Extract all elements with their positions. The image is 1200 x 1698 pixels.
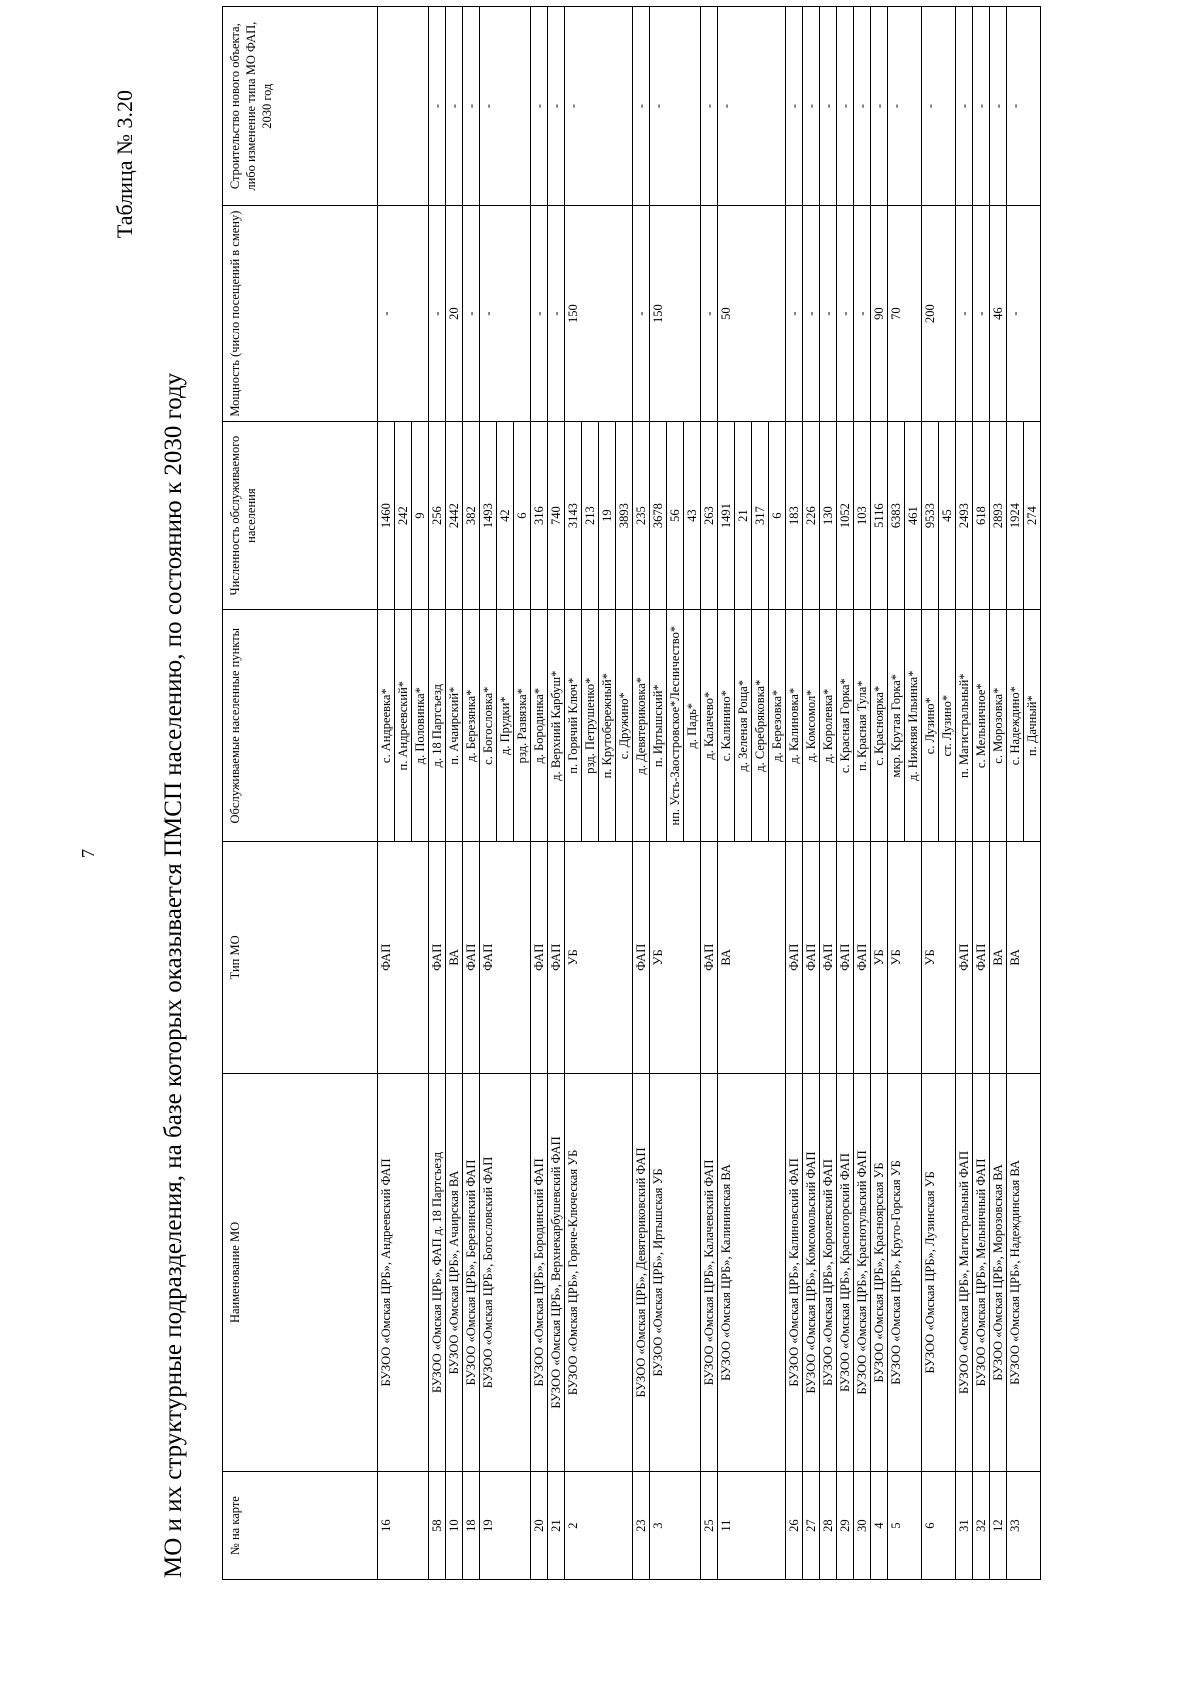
cell-new-construction: - bbox=[548, 7, 565, 206]
cell-settlement: с. Морозовка* bbox=[990, 610, 1007, 842]
cell-settlement: рзд. Петрушенко* bbox=[582, 610, 599, 842]
header-name: Наименование МО bbox=[223, 1073, 378, 1472]
cell-new-construction: - bbox=[446, 7, 463, 206]
cell-settlement: д. Комсомол* bbox=[803, 610, 820, 842]
cell-settlement: п. Магистральный* bbox=[956, 610, 973, 842]
cell-capacity: - bbox=[803, 206, 820, 421]
cell-facility-name: БУЗОО «Омская ЦРБ», Морозовская ВА bbox=[990, 1073, 1007, 1472]
cell-map-number: 12 bbox=[990, 1472, 1007, 1580]
cell-population: 1493 bbox=[480, 421, 497, 610]
table-row bbox=[820, 7, 837, 1580]
cell-map-number: 6 bbox=[922, 1472, 956, 1580]
table-row bbox=[463, 7, 480, 1580]
table-row bbox=[480, 7, 497, 1580]
cell-new-construction: - bbox=[854, 7, 871, 206]
cell-facility-type: УБ bbox=[871, 842, 888, 1074]
cell-settlement: д. Прудки* bbox=[497, 610, 514, 842]
table-row bbox=[650, 7, 667, 1580]
cell-population: 9533 bbox=[922, 421, 939, 610]
header-points: Обслуживаемые населенные пункты bbox=[223, 610, 378, 842]
cell-population: 42 bbox=[497, 421, 514, 610]
cell-map-number: 18 bbox=[463, 1472, 480, 1580]
cell-settlement: д. Падь* bbox=[684, 610, 701, 842]
cell-population: 2893 bbox=[990, 421, 1007, 610]
cell-capacity: - bbox=[956, 206, 973, 421]
cell-map-number: 2 bbox=[565, 1472, 633, 1580]
cell-map-number: 25 bbox=[701, 1472, 718, 1580]
cell-population: 3678 bbox=[650, 421, 667, 610]
table-header-row bbox=[223, 7, 378, 1580]
cell-facility-type: ФАП bbox=[548, 842, 565, 1074]
cell-settlement: д. Калачево* bbox=[701, 610, 718, 842]
cell-new-construction: - bbox=[1007, 7, 1041, 206]
cell-new-construction: - bbox=[820, 7, 837, 206]
cell-map-number: 58 bbox=[429, 1472, 446, 1580]
cell-new-construction: - bbox=[956, 7, 973, 206]
cell-facility-type: УБ bbox=[922, 842, 956, 1074]
cell-facility-type: ФАП bbox=[701, 842, 718, 1074]
cell-facility-name: БУЗОО «Омская ЦРБ», Лузинская УБ bbox=[922, 1073, 956, 1472]
cell-facility-name: БУЗОО «Омская ЦРБ», Краснoярская УБ bbox=[871, 1073, 888, 1472]
cell-facility-type: ФАП bbox=[956, 842, 973, 1074]
cell-population: 316 bbox=[531, 421, 548, 610]
cell-map-number: 4 bbox=[871, 1472, 888, 1580]
cell-facility-name: БУЗОО «Омская ЦРБ», Горяче-Ключеская УБ bbox=[565, 1073, 633, 1472]
cell-capacity: 46 bbox=[990, 206, 1007, 421]
table-row bbox=[888, 7, 905, 1580]
cell-population: 6383 bbox=[888, 421, 905, 610]
cell-population: 1924 bbox=[1007, 421, 1024, 610]
cell-settlement: с. Мельничное* bbox=[973, 610, 990, 842]
cell-population: 226 bbox=[803, 421, 820, 610]
cell-map-number: 32 bbox=[973, 1472, 990, 1580]
table-row bbox=[786, 7, 803, 1580]
cell-population: 618 bbox=[973, 421, 990, 610]
cell-facility-name: БУЗОО «Омская ЦРБ», Магистральный ФАП bbox=[956, 1073, 973, 1472]
cell-map-number: 23 bbox=[633, 1472, 650, 1580]
cell-facility-type: ФАП bbox=[378, 842, 429, 1074]
cell-population: 56 bbox=[667, 421, 684, 610]
cell-settlement: с. Дружино* bbox=[616, 610, 633, 842]
cell-facility-name: БУЗОО «Омская ЦРБ», Калиновский ФАП bbox=[786, 1073, 803, 1472]
table-row bbox=[701, 7, 718, 1580]
cell-facility-type: ФАП bbox=[633, 842, 650, 1074]
cell-capacity: 70 bbox=[888, 206, 922, 421]
cell-settlement: с. Андреевка* bbox=[378, 610, 395, 842]
cell-facility-type: ФАП bbox=[973, 842, 990, 1074]
cell-population: 45 bbox=[939, 421, 956, 610]
cell-map-number: 16 bbox=[378, 1472, 429, 1580]
cell-capacity: 50 bbox=[718, 206, 786, 421]
header-type: Тип МО bbox=[223, 842, 378, 1074]
cell-settlement: с. Калинино* bbox=[718, 610, 735, 842]
table-row bbox=[871, 7, 888, 1580]
cell-capacity: - bbox=[973, 206, 990, 421]
cell-settlement: нп. Усть-Заостровское*Лесничество* bbox=[667, 610, 684, 842]
header-new: Строительство нового объекта, либо изменение типа МО ФАП, 2030 год bbox=[223, 7, 378, 206]
cell-map-number: 3 bbox=[650, 1472, 701, 1580]
cell-capacity: - bbox=[633, 206, 650, 421]
cell-new-construction: - bbox=[990, 7, 1007, 206]
cell-facility-name: БУЗОО «Омская ЦРБ», Березинский ФАП bbox=[463, 1073, 480, 1472]
cell-capacity: - bbox=[548, 206, 565, 421]
table-row bbox=[1007, 7, 1024, 1580]
table-row bbox=[565, 7, 582, 1580]
cell-facility-type: ФАП bbox=[429, 842, 446, 1074]
cell-capacity: - bbox=[820, 206, 837, 421]
cell-map-number: 30 bbox=[854, 1472, 871, 1580]
cell-population: 263 bbox=[701, 421, 718, 610]
cell-facility-type: ФАП bbox=[480, 842, 531, 1074]
cell-settlement: д. Серебряковка* bbox=[752, 610, 769, 842]
cell-settlement: с. Богословка* bbox=[480, 610, 497, 842]
cell-facility-name: БУЗОО «Омская ЦРБ», Девятериковский ФАП bbox=[633, 1073, 650, 1472]
cell-settlement: рзд. Развязка* bbox=[514, 610, 531, 842]
cell-capacity: 90 bbox=[871, 206, 888, 421]
table-row bbox=[633, 7, 650, 1580]
header-capacity: Мощность (число посещений в смену) bbox=[223, 206, 378, 421]
header-population: Численность обслуживаемого населения bbox=[223, 421, 378, 610]
table-row bbox=[718, 7, 735, 1580]
cell-capacity: 150 bbox=[650, 206, 701, 421]
cell-new-construction bbox=[378, 7, 429, 206]
table-row bbox=[956, 7, 973, 1580]
table-row bbox=[378, 7, 395, 1580]
cell-population: 103 bbox=[854, 421, 871, 610]
cell-population: 6 bbox=[769, 421, 786, 610]
cell-population: 183 bbox=[786, 421, 803, 610]
cell-population: 5116 bbox=[871, 421, 888, 610]
table-row bbox=[990, 7, 1007, 1580]
cell-population: 213 bbox=[582, 421, 599, 610]
cell-capacity: 20 bbox=[446, 206, 463, 421]
cell-population: 461 bbox=[905, 421, 922, 610]
cell-facility-type: УБ bbox=[888, 842, 922, 1074]
page-number: 7 bbox=[78, 849, 98, 858]
cell-population: 1052 bbox=[837, 421, 854, 610]
cell-settlement: д. Березовка* bbox=[769, 610, 786, 842]
table-row bbox=[922, 7, 939, 1580]
cell-new-construction: - bbox=[803, 7, 820, 206]
cell-population: 3893 bbox=[616, 421, 633, 610]
cell-map-number: 29 bbox=[837, 1472, 854, 1580]
cell-facility-type: УБ bbox=[650, 842, 701, 1074]
cell-facility-name: БУЗОО «Омская ЦРБ», Калининская ВА bbox=[718, 1073, 786, 1472]
cell-new-construction: - bbox=[718, 7, 786, 206]
cell-capacity: - bbox=[480, 206, 531, 421]
cell-facility-type: ФАП bbox=[820, 842, 837, 1074]
cell-facility-name: БУЗОО «Омская ЦРБ», Калачевский ФАП bbox=[701, 1073, 718, 1472]
cell-map-number: 28 bbox=[820, 1472, 837, 1580]
cell-facility-name: БУЗОО «Омская ЦРБ», Андреевский ФАП bbox=[378, 1073, 429, 1472]
cell-capacity: - bbox=[854, 206, 871, 421]
cell-capacity: - bbox=[1007, 206, 1041, 421]
document-title: МО и их структурные подразделения, на базе которых оказывается ПМСП населению, по состоянию к 2030 году bbox=[160, 372, 187, 1578]
cell-facility-type: ФАП bbox=[854, 842, 871, 1074]
cell-population: 382 bbox=[463, 421, 480, 610]
cell-facility-type: ФАП bbox=[531, 842, 548, 1074]
cell-settlement: д. Зеленая Роща* bbox=[735, 610, 752, 842]
cell-settlement: п. Андреевский* bbox=[395, 610, 412, 842]
cell-settlement: с. Надеждино* bbox=[1007, 610, 1024, 842]
cell-settlement: д. Калиновка* bbox=[786, 610, 803, 842]
cell-new-construction: - bbox=[973, 7, 990, 206]
cell-map-number: 11 bbox=[718, 1472, 786, 1580]
cell-population: 43 bbox=[684, 421, 701, 610]
cell-settlement: п. Крутобережный* bbox=[599, 610, 616, 842]
cell-facility-type: ВА bbox=[446, 842, 463, 1074]
cell-facility-type: ФАП bbox=[837, 842, 854, 1074]
cell-new-construction: - bbox=[463, 7, 480, 206]
table-row bbox=[837, 7, 854, 1580]
cell-facility-type: ВА bbox=[990, 842, 1007, 1074]
cell-settlement: п. Иртышский* bbox=[650, 610, 667, 842]
cell-settlement: д. Нижняя Ильинка* bbox=[905, 610, 922, 842]
cell-map-number: 5 bbox=[888, 1472, 922, 1580]
cell-facility-name: БУЗОО «Омская ЦРБ», Бородинский ФАП bbox=[531, 1073, 548, 1472]
cell-map-number: 31 bbox=[956, 1472, 973, 1580]
cell-population: 130 bbox=[820, 421, 837, 610]
table-row bbox=[854, 7, 871, 1580]
cell-facility-name: БУЗОО «Омская ЦРБ», ФАП д. 18 Партсъезд bbox=[429, 1073, 446, 1472]
cell-population: 242 bbox=[395, 421, 412, 610]
cell-settlement: п. Дачный* bbox=[1024, 610, 1041, 842]
cell-settlement: д. Половинка* bbox=[412, 610, 429, 842]
table-row bbox=[531, 7, 548, 1580]
cell-population: 1460 bbox=[378, 421, 395, 610]
cell-capacity: - bbox=[429, 206, 446, 421]
cell-settlement: п. Красная Тула* bbox=[854, 610, 871, 842]
cell-new-construction: - bbox=[888, 7, 922, 206]
cell-settlement: д. Королевка* bbox=[820, 610, 837, 842]
cell-facility-name: БУЗОО «Омская ЦРБ», Ачаирская ВА bbox=[446, 1073, 463, 1472]
cell-settlement: мкр. Крутая Горка* bbox=[888, 610, 905, 842]
cell-settlement: п. Ачаирский* bbox=[446, 610, 463, 842]
cell-settlement: д. Девятериковка* bbox=[633, 610, 650, 842]
cell-population: 3143 bbox=[565, 421, 582, 610]
table-caption: Таблица № 3.20 bbox=[112, 90, 137, 239]
cell-new-construction: - bbox=[701, 7, 718, 206]
cell-facility-type: ВА bbox=[1007, 842, 1041, 1074]
cell-population: 317 bbox=[752, 421, 769, 610]
cell-facility-type: ФАП bbox=[803, 842, 820, 1074]
cell-map-number: 27 bbox=[803, 1472, 820, 1580]
cell-facility-name: БУЗОО «Омская ЦРБ», Круто-Горская УБ bbox=[888, 1073, 922, 1472]
cell-settlement: д. Бородинка* bbox=[531, 610, 548, 842]
cell-settlement: д. Березянка* bbox=[463, 610, 480, 842]
cell-population: 19 bbox=[599, 421, 616, 610]
cell-facility-name: БУЗОО «Омская ЦРБ», Иртышская УБ bbox=[650, 1073, 701, 1472]
cell-facility-name: БУЗОО «Омская ЦРБ», Красногорский ФАП bbox=[837, 1073, 854, 1472]
cell-facility-type: ФАП bbox=[463, 842, 480, 1074]
cell-facility-name: БУЗОО «Омская ЦРБ», Мельничный ФАП bbox=[973, 1073, 990, 1472]
cell-new-construction: - bbox=[786, 7, 803, 206]
cell-population: 274 bbox=[1024, 421, 1041, 610]
table-body bbox=[378, 7, 1041, 1580]
cell-settlement: с. Красная Горка* bbox=[837, 610, 854, 842]
cell-new-construction: - bbox=[922, 7, 956, 206]
table-row bbox=[803, 7, 820, 1580]
cell-capacity: - bbox=[531, 206, 548, 421]
cell-facility-name: БУЗОО «Омская ЦРБ», Надеждинская ВА bbox=[1007, 1073, 1041, 1472]
cell-new-construction: - bbox=[480, 7, 531, 206]
cell-population: 256 bbox=[429, 421, 446, 610]
cell-settlement: п. Горячий Ключ* bbox=[565, 610, 582, 842]
cell-map-number: 21 bbox=[548, 1472, 565, 1580]
cell-settlement: д. 18 Партсъезд bbox=[429, 610, 446, 842]
cell-facility-name: БУЗОО «Омская ЦРБ», Богословский ФАП bbox=[480, 1073, 531, 1472]
cell-map-number: 26 bbox=[786, 1472, 803, 1580]
cell-settlement: с. Лузино* bbox=[922, 610, 939, 842]
cell-new-construction: - bbox=[531, 7, 548, 206]
cell-population: 235 bbox=[633, 421, 650, 610]
cell-population: 21 bbox=[735, 421, 752, 610]
table-row bbox=[446, 7, 463, 1580]
cell-facility-name: БУЗОО «Омская ЦРБ», Королевский ФАП bbox=[820, 1073, 837, 1472]
cell-new-construction: - bbox=[429, 7, 446, 206]
cell-new-construction: - bbox=[633, 7, 650, 206]
cell-facility-name: БУЗОО «Омская ЦРБ», Краснотульский ФАП bbox=[854, 1073, 871, 1472]
table-row bbox=[548, 7, 565, 1580]
cell-map-number: 19 bbox=[480, 1472, 531, 1580]
header-num: № на карте bbox=[223, 1472, 378, 1580]
cell-capacity: - bbox=[786, 206, 803, 421]
cell-settlement: ст. Лузино* bbox=[939, 610, 956, 842]
cell-capacity: 150 bbox=[565, 206, 633, 421]
cell-new-construction: - bbox=[871, 7, 888, 206]
cell-population: 1491 bbox=[718, 421, 735, 610]
facilities-table bbox=[222, 6, 1041, 1580]
cell-population: 6 bbox=[514, 421, 531, 610]
table-row bbox=[973, 7, 990, 1580]
cell-population: 2442 bbox=[446, 421, 463, 610]
cell-facility-type: ФАП bbox=[786, 842, 803, 1074]
cell-capacity: - bbox=[378, 206, 429, 421]
cell-new-construction: - bbox=[650, 7, 701, 206]
cell-settlement: д. Верхний Карбуш* bbox=[548, 610, 565, 842]
cell-map-number: 10 bbox=[446, 1472, 463, 1580]
cell-map-number: 33 bbox=[1007, 1472, 1041, 1580]
cell-capacity: - bbox=[701, 206, 718, 421]
cell-capacity: - bbox=[463, 206, 480, 421]
cell-settlement: с. Красноярка* bbox=[871, 610, 888, 842]
cell-facility-name: БУЗОО «Омская ЦРБ», Верхнекарбушевский ФАП bbox=[548, 1073, 565, 1472]
cell-capacity: 200 bbox=[922, 206, 956, 421]
cell-population: 9 bbox=[412, 421, 429, 610]
cell-facility-type: ВА bbox=[718, 842, 786, 1074]
cell-population: 740 bbox=[548, 421, 565, 610]
cell-new-construction: - bbox=[837, 7, 854, 206]
cell-facility-name: БУЗОО «Омская ЦРБ», Комсомольский ФАП bbox=[803, 1073, 820, 1472]
cell-facility-type: УБ bbox=[565, 842, 633, 1074]
table-row bbox=[429, 7, 446, 1580]
cell-capacity: - bbox=[837, 206, 854, 421]
cell-population: 2493 bbox=[956, 421, 973, 610]
cell-new-construction: - bbox=[565, 7, 633, 206]
cell-map-number: 20 bbox=[531, 1472, 548, 1580]
